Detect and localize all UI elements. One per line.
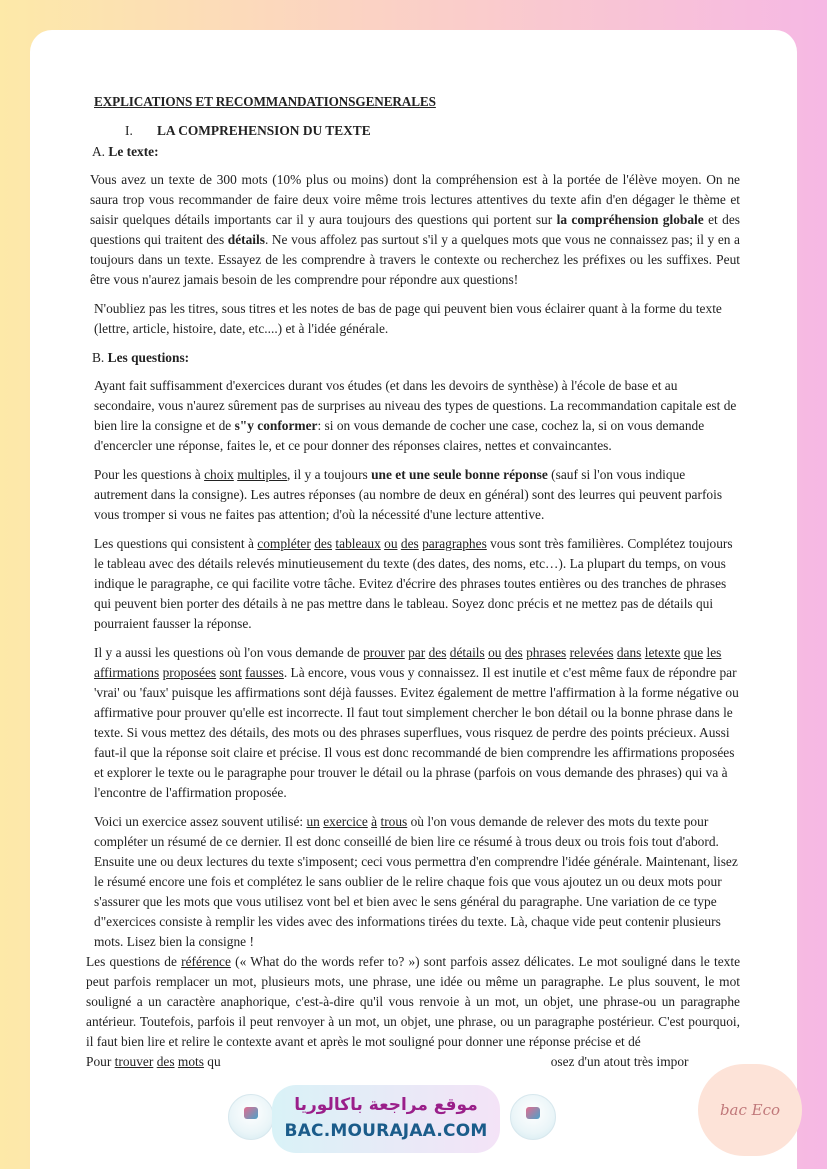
banner-arabic-text: موقع مراجعة باكالوريا [294,1095,478,1115]
paragraph-titres: N'oubliez pas les titres, sous titres et les notes de bas de page qui peuvent bien vous éclairer quant à la forme du texte (lettre, article, histoire, date, etc....) et à l'idée générale. [94,301,722,336]
site-logo-right-icon [510,1094,556,1140]
paragraph-affirmations: Il y a aussi les questions où l'on vous demande de prouver par des détails ou des phrases relevées dans letexte que les affirmations proposées sont fausses. Là encore, vous vous y connaissez. Il est inutile et c'est même faux de répondre par 'vrai' ou 'faux' puisque les affirmations sont déjà fausses. Evitez également de mettre l'affirmation à la forme négative ou affirmative pour prouver qu'elle est incorrecte. Il faut tout simplement chercher le bon détail ou la bonne phrase dans le texte. Si vous mettez des détails, des mots ou des phrases superflues, vous risquez de perdre des points précieux. Aussi faut-il que la réponse soit claire et précise. Il vous est donc recommandé de bien comprendre les affirmations proposées et explorer le texte ou le paragraphe pour trouver le détail ou la phrase (parfois on vous demande des phrases) qui va à l'encontre de l'affirmation proposée. [94,645,739,800]
site-logo-left-icon [228,1094,274,1140]
subsection-a-label: A. [92,144,106,159]
paragraph-reference: Les questions de référence (« What do the words refer to? ») sont parfois assez délicates. Le mot souligné dans le texte peut parfois remplacer un mot, plusieurs mots, une phrase, une idée ou même un paragraphe. Le plus souvent, le mot souligné a un caractère anaphorique, c'est-à-dire qu'il vous renvoie à un mot, un objet, une phrase-ou un paragraphe antérieur. Toutefois, parfois il peut renvoyer à un mot, un objet, une phrase, ou un paragraphe postérieur. C'est pourquoi, il faut bien lire et relire le contexte avant et après le mot souligné pour donner une réponse précise et dé [86,954,741,1049]
watermark-banner[interactable] [272,1085,500,1153]
subsection-a-heading [92,142,740,162]
paragraph-texte: Vous avez un texte de 300 mots (10% plus ou moins) dont la compréhension est à la portée de l'élève moyen. On ne saura trop vous recommander de faire deux voire même trois lectures attentives du texte afin d'en dégager le thème et saisir quelques détails importants car il y aura toujours des questions qui portent sur la compréhension globale et des questions qui traitent des détails. Ne vous affolez pas surtout s'il y a quelques mots que vous ne connaissez pas; il y en a toujours dans un texte. Essayez de les comprendre à travers le contexte ou recherchez les préfixes ou les suffixes. Peut être vous n'aurez jamais besoin de les comprendre pour répondre aux questions! [90,172,740,287]
section-heading [125,121,740,141]
section-number: I. [125,123,133,138]
subsection-b-label: B. [92,350,105,365]
paragraph-choix-multiples: Pour les questions à choix multiples, il y a toujours une et une seule bonne réponse (sauf si l'on vous indique autrement dans la consigne). Les autres réponses (au nombre de deux en général) sont des leurres qui peuvent parfois vous tromper si vous ne faites pas attention; d'où la nécessité d'une lecture attentive. [94,467,723,522]
document-page [30,30,797,1169]
section-title: LA COMPREHENSION DU TEXTE [157,123,371,138]
paragraph-tableaux: Les questions qui consistent à compléter des tableaux ou des paragraphes vous sont très familières. Complétez toujours le tableau avec des détails relevés minutieusement du texte (des dates, des noms, etc…). La plupart du temps, on vous indique le paragraphe, ce qui facilite votre tâche. Evitez d'écrire des phrases toutes entières ou des tranches de phrases qui peuvent bien porter des détails à ne pas mettre dans le tableau. Soyez donc précis et ne mettez pas de détails qui pourraient fausser la réponse. [94,536,733,631]
paragraph-exercice-a-trous: Voici un exercice assez souvent utilisé: un exercice à trous où l'on vous demande de relever des mots du texte pour compléter un résumé de ce dernier. Il est donc conseillé de bien lire ce résumé à trous deux ou trois fois tout d'abord. Ensuite une ou deux lectures du texte s'imposent; ceci vous permettra d'en comprendre l'idée générale. Maintenant, lisez le résumé encore une fois et complétez le sans oublier de le relire chaque fois que vous ajoutez un ou deux mots pour s'assurer que les mots que vous utilisez vont bel et bien avec le sens général du paragraphe. Une variation de ce type d"exercices consiste à remplir les vides avec des informations tirées du texte. Là, chaque vide peut contenir plusieurs mots. Lisez bien la consigne ! [94,814,738,949]
paragraph-exercices: Ayant fait suffisamment d'exercices durant vos études (et dans les devoirs de synthèse) à l'école de base et au secondaire, vous n'aurez sûrement pas de surprises au niveau des types de questions. La recommandation capitale est de bien lire la consigne et de s"y conformer: si on vous demande de cocher une case, cochez la, si on vous demande d'encercler une réponse, faites le, et ce pour donner des réponses claires, nettes et convaincantes. [94,378,737,453]
subsection-b-title: Les questions: [107,350,190,365]
paragraph-trouver-mots: Pour trouver des mots qu osez d'un atout très impor [86,1054,689,1069]
subsection-b-heading [92,348,740,368]
banner-url[interactable]: BAC.MOURAJAA.COM [284,1121,488,1141]
document-title: EXPLICATIONS ET RECOMMANDATIONSGENERALES [94,94,436,109]
subsection-a-title: Le texte: [108,144,159,159]
document-body [86,92,741,1072]
bac-eco-badge: bac Eco [698,1064,802,1156]
